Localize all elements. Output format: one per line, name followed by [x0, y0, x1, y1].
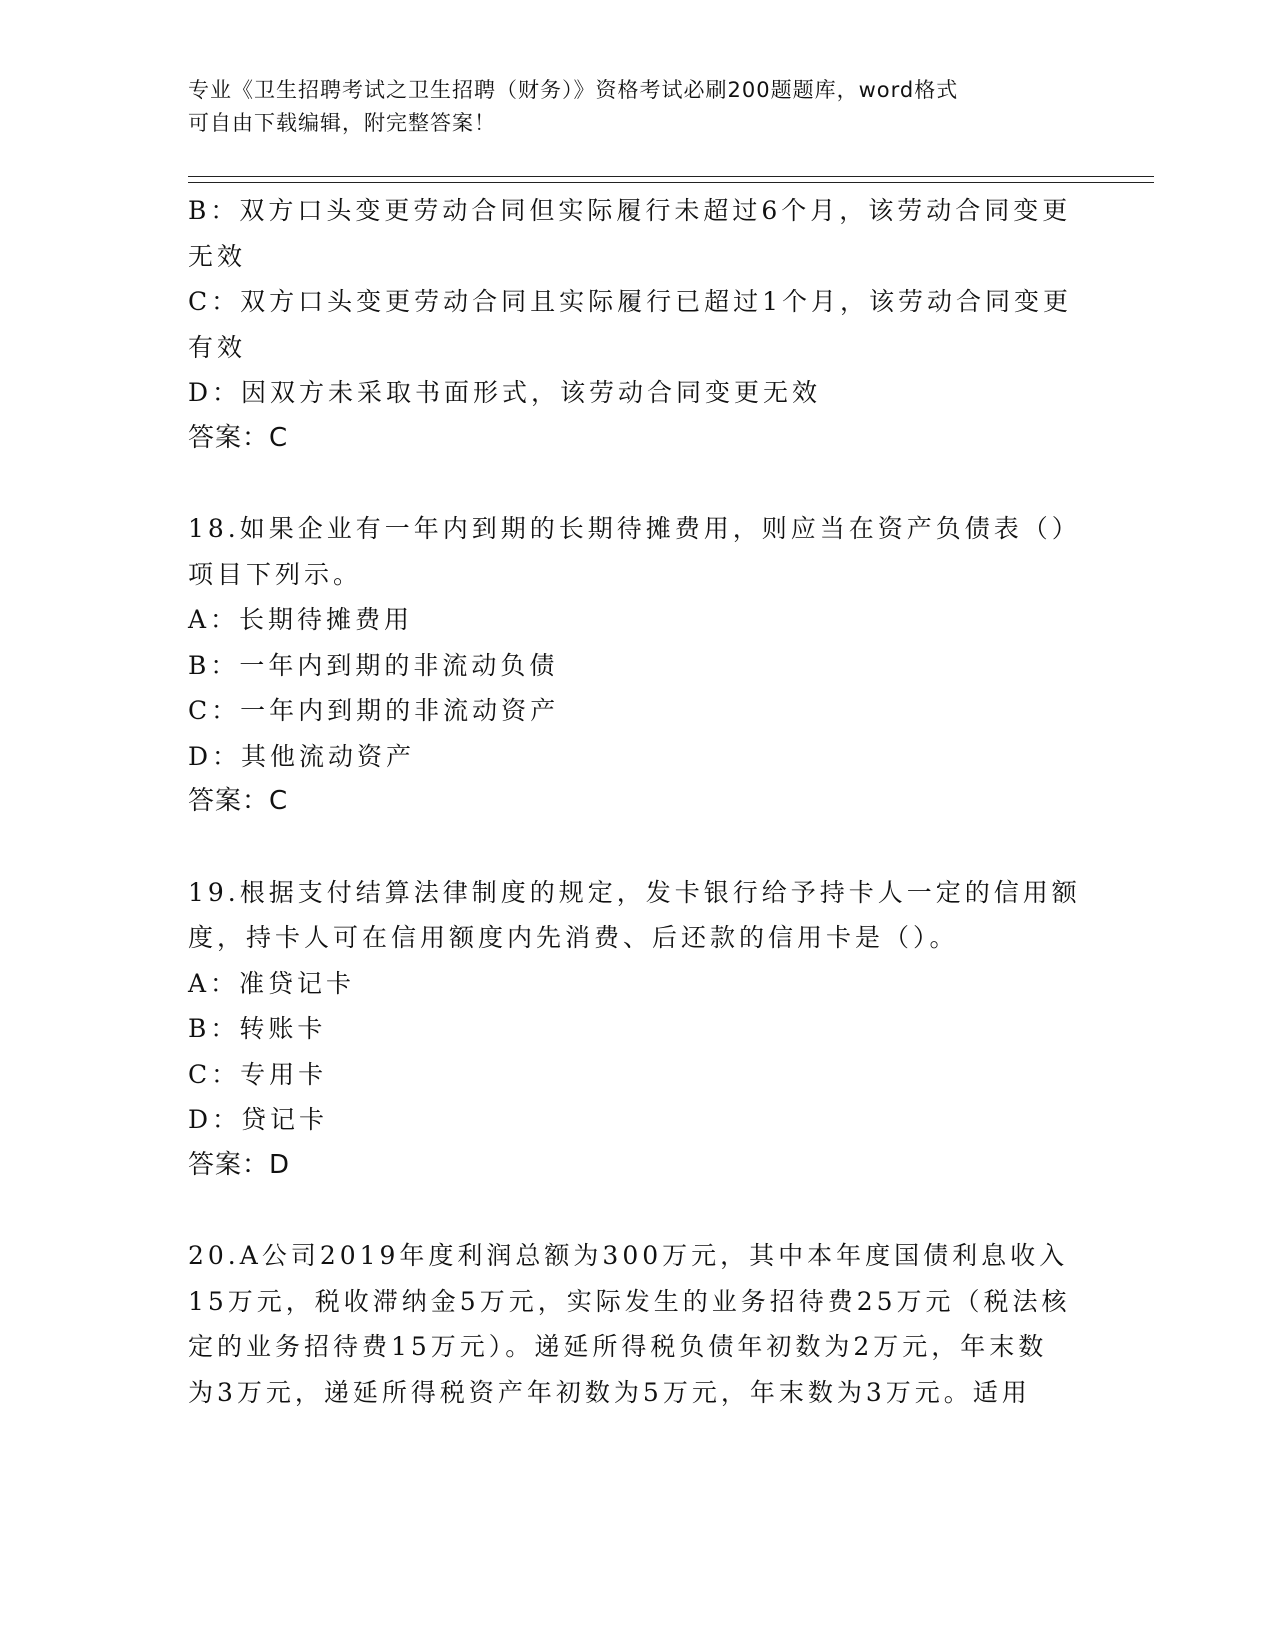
- q18-option-b: B：一年内到期的非流动负债: [188, 650, 559, 680]
- q19-stem-line-1: 19.根据支付结算法律制度的规定，发卡银行给予持卡人一定的信用额: [188, 877, 1081, 907]
- page-header: [188, 74, 1068, 140]
- q20-stem-line-2: 15万元，税收滞纳金5万元，实际发生的业务招待费25万元（税法核: [188, 1286, 1071, 1316]
- q17-option-d: D：因双方未采取书面形式，该劳动合同变更无效: [188, 378, 822, 407]
- q20-stem-line-4: 为3万元，递延所得税资产年初数为5万元，年末数为3万元。适用: [188, 1377, 1031, 1407]
- q17-option-b-line-2: 无效: [188, 241, 247, 271]
- spacer: [188, 825, 1088, 870]
- spacer: [188, 1188, 1088, 1233]
- q19-option-b: B：转账卡: [188, 1014, 327, 1043]
- header-divider: [188, 176, 1154, 183]
- q19-stem-line-2: 度，持卡人可在信用额度内先消费、后还款的信用卡是（）。: [188, 923, 959, 952]
- q20-stem-line-3: 定的业务招待费15万元）。递延所得税负债年初数为2万元，年末数: [188, 1332, 1048, 1361]
- q18-option-d: D：其他流动资产: [188, 741, 416, 771]
- header-title-line-2: 可自由下载编辑，附完整答案！: [188, 111, 496, 135]
- q18-option-c: C：一年内到期的非流动资产: [188, 696, 560, 725]
- q17-option-c-line-1: C：双方口头变更劳动合同且实际履行已超过1个月，该劳动合同变更: [188, 287, 1073, 316]
- header-title-line-1: 专业《卫生招聘考试之卫生招聘（财务）》资格考试必刷200题题库，word格式: [188, 78, 959, 102]
- question-20-block: [188, 1233, 1088, 1415]
- q19-answer: 答案：D: [188, 1149, 291, 1180]
- document-body: [188, 188, 1088, 1415]
- spacer: [188, 461, 1088, 506]
- q19-option-c: C：专用卡: [188, 1059, 328, 1089]
- q17-answer: 答案：C: [188, 422, 289, 453]
- question-19-block: [188, 870, 1088, 1189]
- q18-answer: 答案：C: [188, 786, 289, 816]
- q18-stem-line-1: 18.如果企业有一年内到期的长期待摊费用，则应当在资产负债表（）: [188, 514, 1081, 543]
- q17-option-b-line-1: B：双方口头变更劳动合同但实际履行未超过6个月，该劳动合同变更: [188, 196, 1072, 225]
- q18-stem-line-2: 项目下列示。: [188, 559, 363, 589]
- question-17-block: [188, 188, 1088, 461]
- q17-option-c-line-2: 有效: [188, 332, 247, 362]
- q19-option-a: A：准贷记卡: [188, 968, 356, 998]
- q20-stem-line-1: 20.A公司2019年度利润总额为300万元，其中本年度国债利息收入: [188, 1241, 1069, 1270]
- question-18-block: [188, 506, 1088, 825]
- q18-option-a: A：长期待摊费用: [188, 605, 414, 634]
- q19-option-d: D：贷记卡: [188, 1105, 329, 1134]
